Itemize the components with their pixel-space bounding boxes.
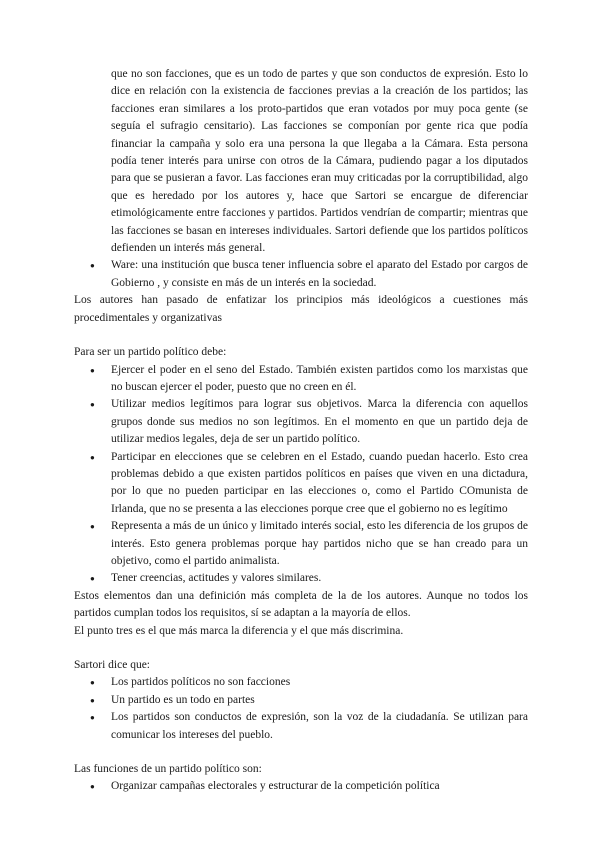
point-three-paragraph: El punto tres es el que más marca la diferencia y el que más discrimina. bbox=[74, 624, 404, 637]
sartori-list bbox=[74, 674, 528, 744]
spacer bbox=[74, 640, 528, 657]
requirement-item: ● Representa a más de un único y limitado interés social, esto les diferencia de los grupos de interés. Esto genera problemas porque hay partidos nicho que se han creado para un objetivo, como el partido animalista. bbox=[74, 518, 528, 570]
requirement-item: ● Participar en elecciones que se celebren en el Estado, cuando puedan hacerlo. Esto crea problemas debido a que existen partidos políticos en países que viven en una dictadura, por lo que no pueden participar en las elecciones o, como el Partido COmunista de Irlanda, que no se presenta a las elecciones porque cree que el gobierno no es legítimo bbox=[74, 449, 528, 519]
functions-list bbox=[74, 778, 528, 795]
functions-heading: Las funciones de un partido político son: bbox=[74, 763, 262, 776]
sartori-point-item: ● Un partido es un todo en partes bbox=[74, 692, 528, 709]
ware-list bbox=[74, 257, 528, 292]
spacer bbox=[74, 744, 528, 761]
requirement-item: ● Tener creencias, actitudes y valores similares. bbox=[74, 570, 528, 587]
spacer bbox=[74, 327, 528, 344]
requirements-heading: Para ser un partido político debe: bbox=[74, 346, 227, 359]
authors-paragraph: Los autores han pasado de enfatizar los principios más ideológicos a cuestiones más procedimentales y organizativas bbox=[74, 294, 528, 324]
intro-continuation-paragraph: que no son facciones, que es un todo de partes y que son conductos de expresión. Esto lo dice en relación con la existencia de facciones previas a la creación de los partidos; las facciones eran similares a los proto-partidos que eran votados por muy poca gente (se seguía el sufragio censitario). Las facciones se componían por gente rica que podía financiar la campaña y solo era una persona la que llegaba a la Cámara. Esta persona podía tener interés para unirse con otros de la Cámara, pudiendo pagar a los diputados para que se pusieran a favor. Las facciones eran muy criticadas por la corruptibilidad, algo que es heredado por los autores y, hace que Sartori se encargue de diferenciar etimológicamente entre facciones y partidos. Partidos vendrían de compartir; mientras que las facciones se basan en intereses individuales. Sartori defiende que los partidos políticos defienden un interés más general. bbox=[111, 68, 528, 255]
sartori-point-item: ● Los partidos son conductos de expresión, son la voz de la ciudadanía. Se utilizan para comunicar los intereses del pueblo. bbox=[74, 709, 528, 744]
elements-paragraph: Estos elementos dan una definición más completa de la de los autores. Aunque no todos los partidos cumplan todos los requisitos, sí se adaptan a la mayoría de ellos. bbox=[74, 589, 528, 620]
requirement-item: ● Ejercer el poder en el seno del Estado. También existen partidos como los marxistas que no buscan ejercer el poder, puesto que no creen en él. bbox=[74, 362, 528, 397]
ware-definition-item: ● Ware: una institución que busca tener influencia sobre el aparato del Estado por cargos de Gobierno , y consiste en más de un interés en la sociedad. bbox=[74, 257, 528, 292]
function-item: ● Organizar campañas electorales y estructurar de la competición política bbox=[74, 778, 528, 795]
requirements-list bbox=[74, 362, 528, 588]
requirement-item: ● Utilizar medios legítimos para lograr sus objetivos. Marca la diferencia con aquellos grupos donde sus medios no son legítimos. En el momento en que un partido deja de utilizar medios legales, deja de ser un partido político. bbox=[74, 396, 528, 448]
sartori-heading: Sartori dice que: bbox=[74, 659, 151, 671]
sartori-point-item: ● Los partidos políticos no son facciones bbox=[74, 674, 528, 691]
